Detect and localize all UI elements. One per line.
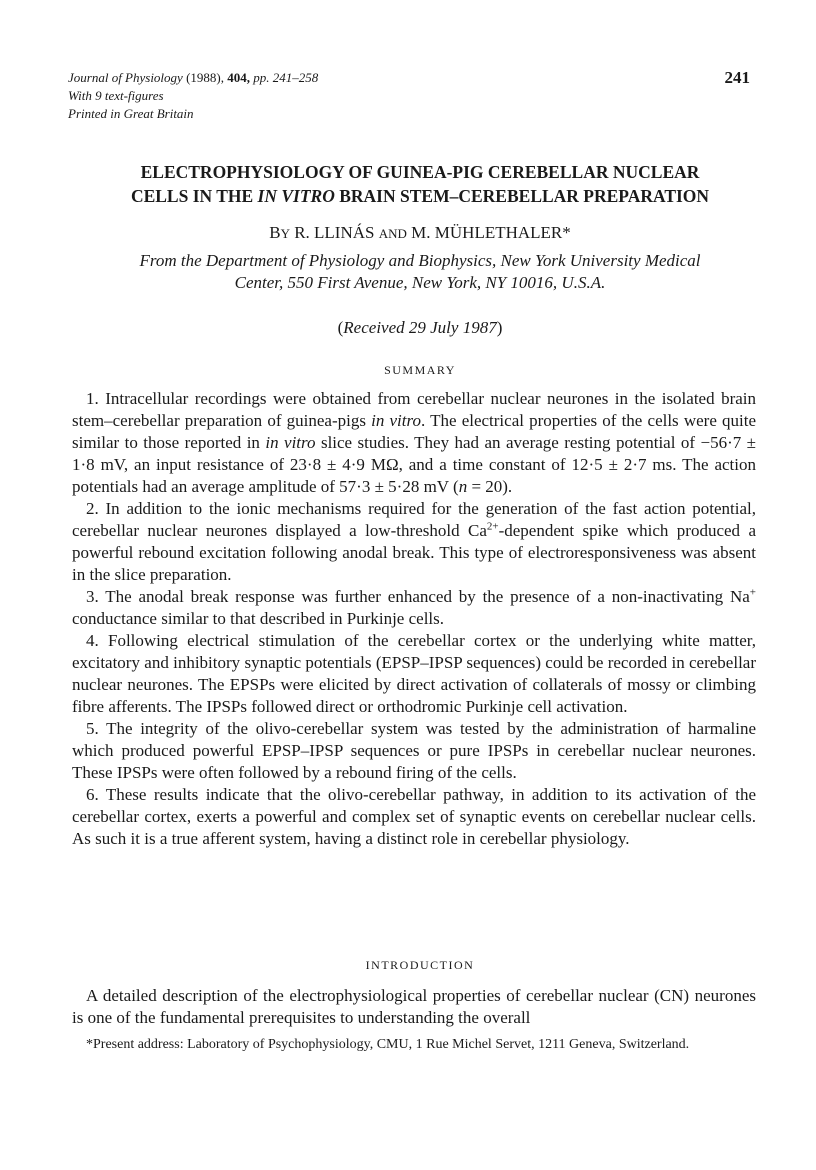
- received-open-paren: (: [337, 318, 344, 337]
- page-number: 241: [724, 68, 750, 87]
- summary-point-5: 5. The integrity of the olivo-cerebellar system was tested by the administration of harmaline which produced powerful EPSP–IPSP sequences or pure IPSPs in cerebellar nuclear neurones. These IPSPs were often followed by a rebound firing of the cells.: [72, 719, 756, 782]
- journal-year: (1988),: [186, 70, 224, 85]
- affiliation-line-2: Center, 550 First Avenue, New York, NY 10016, U.S.A.: [234, 273, 606, 292]
- summary-3-superscript: +: [749, 586, 756, 599]
- summary-2-text-b: -dependent spike which produced a powerful rebound excitation following anodal break. This type of electroresponsiveness was absent in the slice preparation.: [72, 521, 756, 584]
- author-2: M. MÜHLETHALER*: [411, 223, 571, 242]
- summary-heading: SUMMARY: [384, 363, 456, 377]
- affiliation: [40, 250, 800, 294]
- received-text: Received 29 July 1987: [343, 318, 497, 337]
- summary-1-italic-b: in vitro: [265, 433, 316, 452]
- journal-name: Journal of Physiology: [68, 70, 183, 85]
- summary-2-text-a: 2. In addition to the ionic mechanisms required for the generation of the fast action potential, cerebellar nuclear neurones displayed a low-threshold Ca: [72, 499, 756, 540]
- figure-count: With 9 text-figures: [68, 88, 164, 103]
- introduction-heading: INTRODUCTION: [365, 958, 475, 972]
- introduction-section: [72, 985, 756, 1029]
- summary-3-text-a: 3. The anodal break response was further enhanced by the presence of a non-inactivating Na: [86, 587, 750, 606]
- summary-1-text-c: slice studies. They had an average resting potential of −56·7 ± 1·8 mV, an input resistance of 23·8 ± 4·9 MΩ, and a time constant of 12·5 ± 2·7 ms. The action potentials had an average amplitude of 57·3 ± 5·28 mV (: [72, 433, 756, 496]
- introduction-paragraph-1: A detailed description of the electrophysiological properties of cerebellar nuclear (CN) neurones is one of the fundamental prerequisites to understanding the overall: [72, 986, 756, 1027]
- footnote: *Present address: Laboratory of Psychophysiology, CMU, 1 Rue Michel Servet, 1211 Geneva, Switzerland.: [86, 1037, 690, 1052]
- summary-1-text-a: 1. Intracellular recordings were obtained from cerebellar nuclear neurones in the isolated brain stem–cerebellar preparation of guinea-pigs: [72, 389, 756, 430]
- summary-point-1: [72, 388, 756, 498]
- by-rest: Y: [280, 226, 290, 241]
- author-line: [40, 222, 800, 245]
- summary-1-text-b: . The electrical properties of the cells were quite similar to those reported in: [72, 411, 757, 452]
- summary-3-text-b: conductance similar to that described in Purkinje cells.: [72, 609, 444, 628]
- summary-1-n: n: [458, 477, 468, 496]
- summary-point-4: 4. Following electrical stimulation of the cerebellar cortex or the underlying white matter, excitatory and inhibitory synaptic potentials (EPSP–IPSP sequences) could be recorded in cerebellar nuclear neurones. The EPSPs were elicited by direct activation of collaterals of mossy or climbing fibre afferents. The IPSPs followed direct or orthodromic Purkinje cell activation.: [72, 631, 756, 716]
- title-in-vitro: IN VITRO: [257, 186, 335, 206]
- journal-info: [68, 69, 318, 123]
- received-date: [40, 318, 800, 338]
- printed-in: Printed in Great Britain: [68, 106, 194, 121]
- by-initial: B: [269, 223, 281, 242]
- paper-title: [40, 160, 800, 208]
- summary-section: [72, 388, 756, 850]
- summary-point-6: 6. These results indicate that the olivo-cerebellar pathway, in addition to its activation of the cerebellar cortex, exerts a powerful and complex set of synaptic events on cerebellar nuclear cells. As such it is a true afferent system, having a distinct role in cerebellar physiology.: [72, 785, 756, 848]
- and-word: AND: [378, 226, 407, 241]
- title-line-2-start: CELLS IN THE: [130, 186, 258, 206]
- journal-citation: [68, 69, 318, 87]
- summary-1-text-d: = 20).: [467, 477, 513, 496]
- summary-1-italic-a: in vitro: [371, 411, 421, 430]
- affiliation-line-1: From the Department of Physiology and Biophysics, New York University Medical: [139, 251, 701, 270]
- summary-2-superscript: 2+: [486, 520, 499, 533]
- by-word: [269, 223, 290, 242]
- title-line-2: [40, 184, 800, 208]
- journal-pages: pp. 241–258: [253, 70, 319, 85]
- title-line-2-end: BRAIN STEM–CEREBELLAR PREPARATION: [334, 186, 710, 206]
- received-close-paren: ): [496, 318, 503, 337]
- author-1: R. LLINÁS: [294, 223, 375, 242]
- title-line-1: ELECTROPHYSIOLOGY OF GUINEA-PIG CEREBELLAR NUCLEAR: [140, 162, 700, 182]
- summary-point-3: [72, 586, 756, 630]
- summary-point-2: [72, 498, 756, 586]
- journal-volume: 404,: [227, 70, 250, 85]
